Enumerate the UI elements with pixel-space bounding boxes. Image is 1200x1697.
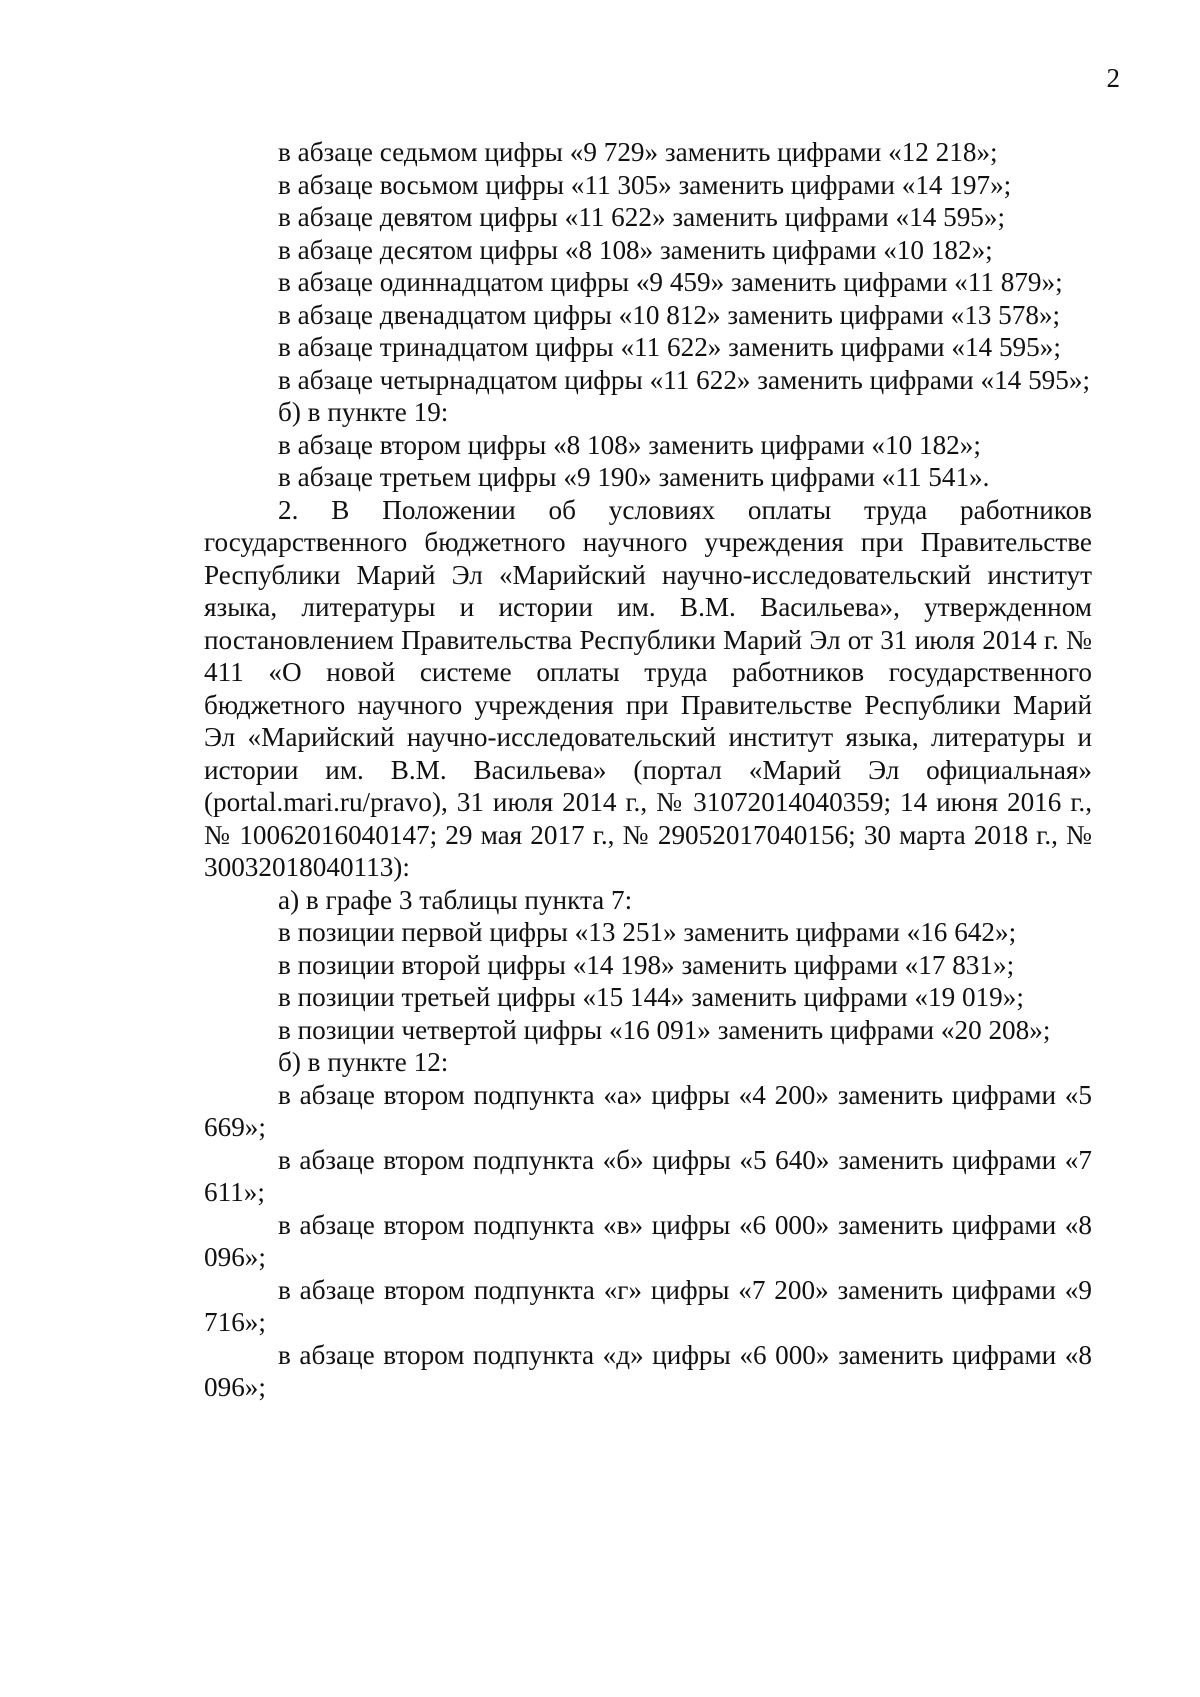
paragraph: в позиции четвертой цифры «16 091» заменить цифрами «20 208»; (278, 1014, 1051, 1045)
document-body (204, 136, 1092, 1404)
paragraph: в абзаце девятом цифры «11 622» заменить цифрами «14 595»; (278, 202, 1006, 232)
paragraph: в абзаце одиннадцатом цифры «9 459» заменить цифрами «11 879»; (278, 267, 1063, 297)
page-number: 2 (1106, 63, 1120, 93)
paragraph: в абзаце седьмом цифры «9 729» заменить цифрами «12 218»; (278, 137, 998, 167)
paragraph: в позиции второй цифры «14 198» заменить цифрами «17 831»; (278, 949, 1015, 980)
paragraph: в абзаце втором подпункта «в» цифры «6 000» заменить цифрами «8 096»; (204, 1209, 1092, 1272)
paragraph: в позиции первой цифры «13 251» заменить цифрами «16 642»; (278, 917, 1017, 947)
paragraph: в абзаце втором подпункта «б» цифры «5 640» заменить цифрами «7 611»; (204, 1144, 1092, 1207)
paragraph: в абзаце восьмом цифры «11 305» заменить цифрами «14 197»; (278, 169, 1012, 200)
paragraph: в позиции третьей цифры «15 144» заменить цифрами «19 019»; (278, 982, 1024, 1012)
paragraph: 2. В Положении об условиях оплаты труда работников государственного бюджетного научного учреждения при Правительстве Республики Марий Эл «Марийский научно-исследовательский институт языка, литературы и истории им. В.М. Васильева», утвержденном постановлением Правительства Республики Марий Эл от 31 июля 2014 г. № 411 «О новой системе оплаты труда работников государственного бюджетного научного учреждения при Правительстве Республики Марий Эл «Марийский научно-исследовательский институт языка, литературы и истории им. В.М. Васильева» (портал «Марий Эл официальная» (portal.mari.ru/pravo), 31 июля 2014 г., № 31072014040359; 14 июня 2016 г., № 10062016040147; 29 мая 2017 г., № 29052017040156; 30 марта 2018 г., № 30032018040113): (204, 494, 1092, 882)
paragraph: а) в графе 3 таблицы пункта 7: (278, 884, 633, 915)
paragraph: в абзаце втором цифры «8 108» заменить цифрами «10 182»; (278, 429, 981, 460)
paragraph: в абзаце втором подпункта «д» цифры «6 000» заменить цифрами «8 096»; (204, 1339, 1092, 1402)
paragraph: в абзаце четырнадцатом цифры «11 622» заменить цифрами «14 595»; (278, 364, 1090, 395)
paragraph: в абзаце десятом цифры «8 108» заменить цифрами «10 182»; (278, 234, 993, 265)
paragraph: в абзаце третьем цифры «9 190» заменить цифрами «11 541». (278, 462, 990, 492)
paragraph: в абзаце втором подпункта «г» цифры «7 200» заменить цифрами «9 716»; (204, 1274, 1092, 1337)
paragraph: в абзаце двенадцатом цифры «10 812» заменить цифрами «13 578»; (278, 299, 1061, 330)
paragraph: в абзаце тринадцатом цифры «11 622» заменить цифрами «14 595»; (278, 332, 1061, 362)
paragraph: в абзаце втором подпункта «а» цифры «4 200» заменить цифрами «5 669»; (204, 1079, 1092, 1142)
paragraph: б) в пункте 19: (278, 397, 449, 427)
paragraph: б) в пункте 12: (278, 1047, 449, 1077)
